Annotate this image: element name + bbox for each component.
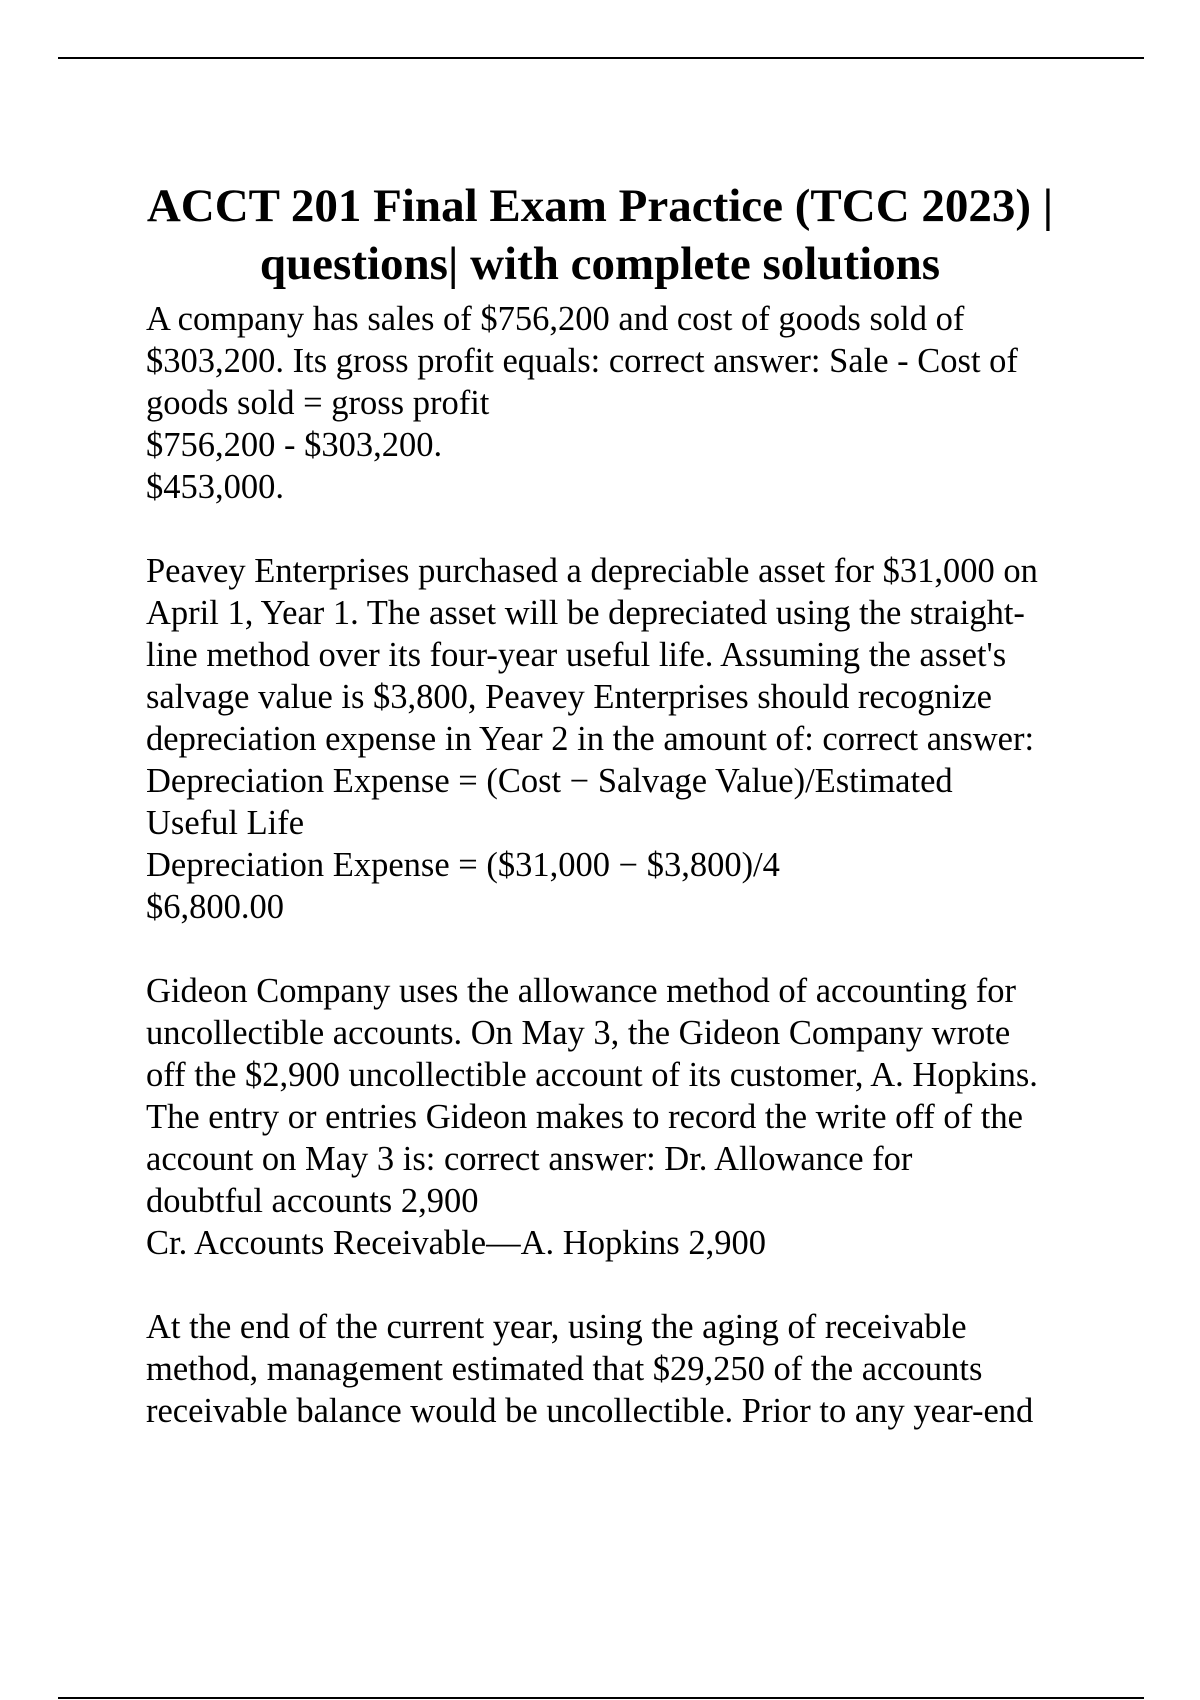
text-line: $303,200. Its gross profit equals: correct answer: Sale - Cost of [146,342,1018,380]
document-title [100,177,1100,293]
text-line: Gideon Company uses the allowance method of accounting for [146,972,1016,1010]
text-line: off the $2,900 uncollectible account of its customer, A. Hopkins. [146,1056,1038,1094]
text-line: receivable balance would be uncollectible. Prior to any year-end [146,1392,1034,1430]
text-line: goods sold = gross profit [146,384,490,422]
text-line: $756,200 - $303,200. [146,426,443,464]
text-line: April 1, Year 1. The asset will be depreciated using the straight- [146,594,1025,632]
text-line: A company has sales of $756,200 and cost of goods sold of [146,300,965,338]
text-line: doubtful accounts 2,900 [146,1182,479,1220]
title-line: ACCT 201 Final Exam Practice (TCC 2023) | [146,180,1054,233]
text-line: salvage value is $3,800, Peavey Enterprises should recognize [146,678,992,716]
question-block-gross-profit [146,298,1106,508]
text-line: method, management estimated that $29,250 of the accounts [146,1350,983,1388]
bottom-divider [58,1697,1144,1699]
text-line: depreciation expense in Year 2 in the amount of: correct answer: [146,720,1035,758]
text-line: line method over its four-year useful life. Assuming the asset's [146,636,1007,674]
text-line: Depreciation Expense = ($31,000 − $3,800)/4 [146,846,780,884]
text-line: uncollectible accounts. On May 3, the Gideon Company wrote [146,1014,1011,1052]
question-block-aging-receivable [146,1306,1106,1432]
text-line: Cr. Accounts Receivable—A. Hopkins 2,900 [146,1224,766,1262]
title-line: questions| with complete solutions [259,238,941,291]
text-line: The entry or entries Gideon makes to record the write off of the [146,1098,1023,1136]
top-divider [58,57,1144,59]
question-block-depreciation [146,550,1106,928]
document-body [146,298,1106,1432]
text-line: Depreciation Expense = (Cost − Salvage Value)/Estimated [146,762,953,800]
text-line: account on May 3 is: correct answer: Dr. Allowance for [146,1140,913,1178]
text-line: $6,800.00 [146,888,284,926]
text-line: At the end of the current year, using the aging of receivable [146,1308,967,1346]
text-line: Peavey Enterprises purchased a depreciable asset for $31,000 on [146,552,1038,590]
text-line: Useful Life [146,804,305,842]
text-line: $453,000. [146,468,284,506]
question-block-allowance-method [146,970,1106,1264]
